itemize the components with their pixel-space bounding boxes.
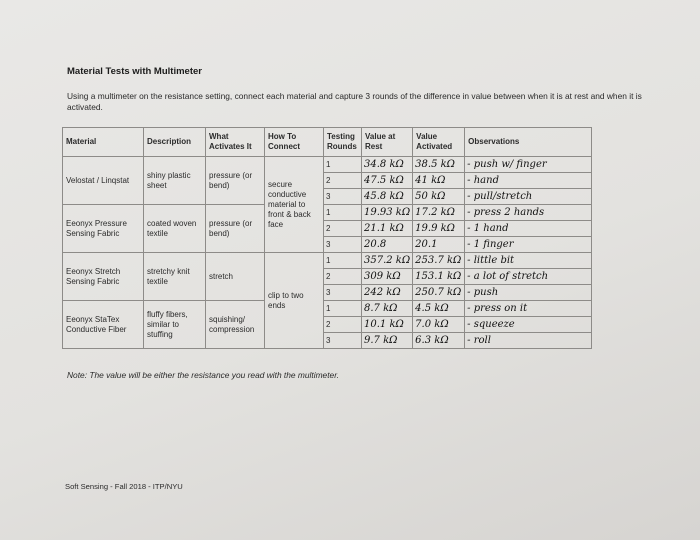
rest-value: 47.5 kΩ — [362, 173, 413, 189]
observation: - pull/stretch — [465, 189, 592, 205]
header-testing-rounds: Testing Rounds — [324, 128, 362, 157]
instructions: Using a multimeter on the resistance setting, connect each material and capture 3 rounds of the difference in value between when it is at rest and when it is activated. — [67, 91, 642, 112]
rest-value: 21.1 kΩ — [362, 221, 413, 237]
observation: - little bit — [465, 253, 592, 269]
connect-cell: secure conductive material to front & back face — [265, 157, 324, 253]
activated-value: 153.1 kΩ — [413, 269, 465, 285]
observation: - hand — [465, 173, 592, 189]
material-cell: Eeonyx Stretch Sensing Fabric — [63, 253, 144, 301]
activated-value: 4.5 kΩ — [413, 301, 465, 317]
round-cell: 1 — [324, 205, 362, 221]
material-tests-table — [62, 127, 592, 349]
activated-value: 19.9 kΩ — [413, 221, 465, 237]
header-material: Material — [63, 128, 144, 157]
rest-value: 242 kΩ — [362, 285, 413, 301]
description-cell: fluffy fibers, similar to stuffing — [144, 301, 206, 349]
observation: - press on it — [465, 301, 592, 317]
observation: - a lot of stretch — [465, 269, 592, 285]
activated-value: 20.1 — [413, 237, 465, 253]
activated-value: 41 kΩ — [413, 173, 465, 189]
table-note: Note: The value will be either the resistance you read with the multimeter. — [67, 370, 340, 380]
page-footer: Soft Sensing - Fall 2018 - ITP/NYU — [65, 482, 183, 491]
rest-value: 309 kΩ — [362, 269, 413, 285]
activated-value: 50 kΩ — [413, 189, 465, 205]
header-value-rest: Value at Rest — [362, 128, 413, 157]
rest-value: 9.7 kΩ — [362, 333, 413, 349]
table-row — [63, 301, 592, 317]
activates-cell: pressure (or bend) — [206, 157, 265, 205]
material-cell: Velostat / Linqstat — [63, 157, 144, 205]
connect-cell: clip to two ends — [265, 253, 324, 349]
round-cell: 3 — [324, 189, 362, 205]
observation: - press 2 hands — [465, 205, 592, 221]
description-cell: shiny plastic sheet — [144, 157, 206, 205]
activates-cell: stretch — [206, 253, 265, 301]
observation: - 1 hand — [465, 221, 592, 237]
round-cell: 2 — [324, 317, 362, 333]
round-cell: 1 — [324, 157, 362, 173]
description-cell: coated woven textile — [144, 205, 206, 253]
activates-cell: pressure (or bend) — [206, 205, 265, 253]
rest-value: 8.7 kΩ — [362, 301, 413, 317]
rest-value: 20.8 — [362, 237, 413, 253]
observation: - roll — [465, 333, 592, 349]
observation: - push w/ finger — [465, 157, 592, 173]
activated-value: 253.7 kΩ — [413, 253, 465, 269]
material-cell: Eeonyx Pressure Sensing Fabric — [63, 205, 144, 253]
round-cell: 2 — [324, 221, 362, 237]
activates-cell: squishing/ compression — [206, 301, 265, 349]
round-cell: 1 — [324, 301, 362, 317]
page-title: Material Tests with Multimeter — [67, 66, 202, 77]
observation: - 1 finger — [465, 237, 592, 253]
activated-value: 6.3 kΩ — [413, 333, 465, 349]
header-description: Description — [144, 128, 206, 157]
header-value-activated: Value Activated — [413, 128, 465, 157]
table-header-row — [63, 128, 592, 157]
header-how-to-connect: How To Connect — [265, 128, 324, 157]
rest-value: 19.93 kΩ — [362, 205, 413, 221]
observation: - squeeze — [465, 317, 592, 333]
description-cell: stretchy knit textile — [144, 253, 206, 301]
material-cell: Eeonyx StaTex Conductive Fiber — [63, 301, 144, 349]
round-cell: 2 — [324, 269, 362, 285]
round-cell: 3 — [324, 285, 362, 301]
round-cell: 1 — [324, 253, 362, 269]
activated-value: 17.2 kΩ — [413, 205, 465, 221]
header-observations: Observations — [465, 128, 592, 157]
round-cell: 3 — [324, 333, 362, 349]
header-what-activates: What Activates It — [206, 128, 265, 157]
rest-value: 10.1 kΩ — [362, 317, 413, 333]
observation: - push — [465, 285, 592, 301]
table-row — [63, 253, 592, 269]
table-row — [63, 157, 592, 173]
rest-value: 34.8 kΩ — [362, 157, 413, 173]
activated-value: 250.7 kΩ — [413, 285, 465, 301]
activated-value: 38.5 kΩ — [413, 157, 465, 173]
round-cell: 2 — [324, 173, 362, 189]
rest-value: 357.2 kΩ — [362, 253, 413, 269]
activated-value: 7.0 kΩ — [413, 317, 465, 333]
table-row — [63, 205, 592, 221]
rest-value: 45.8 kΩ — [362, 189, 413, 205]
round-cell: 3 — [324, 237, 362, 253]
